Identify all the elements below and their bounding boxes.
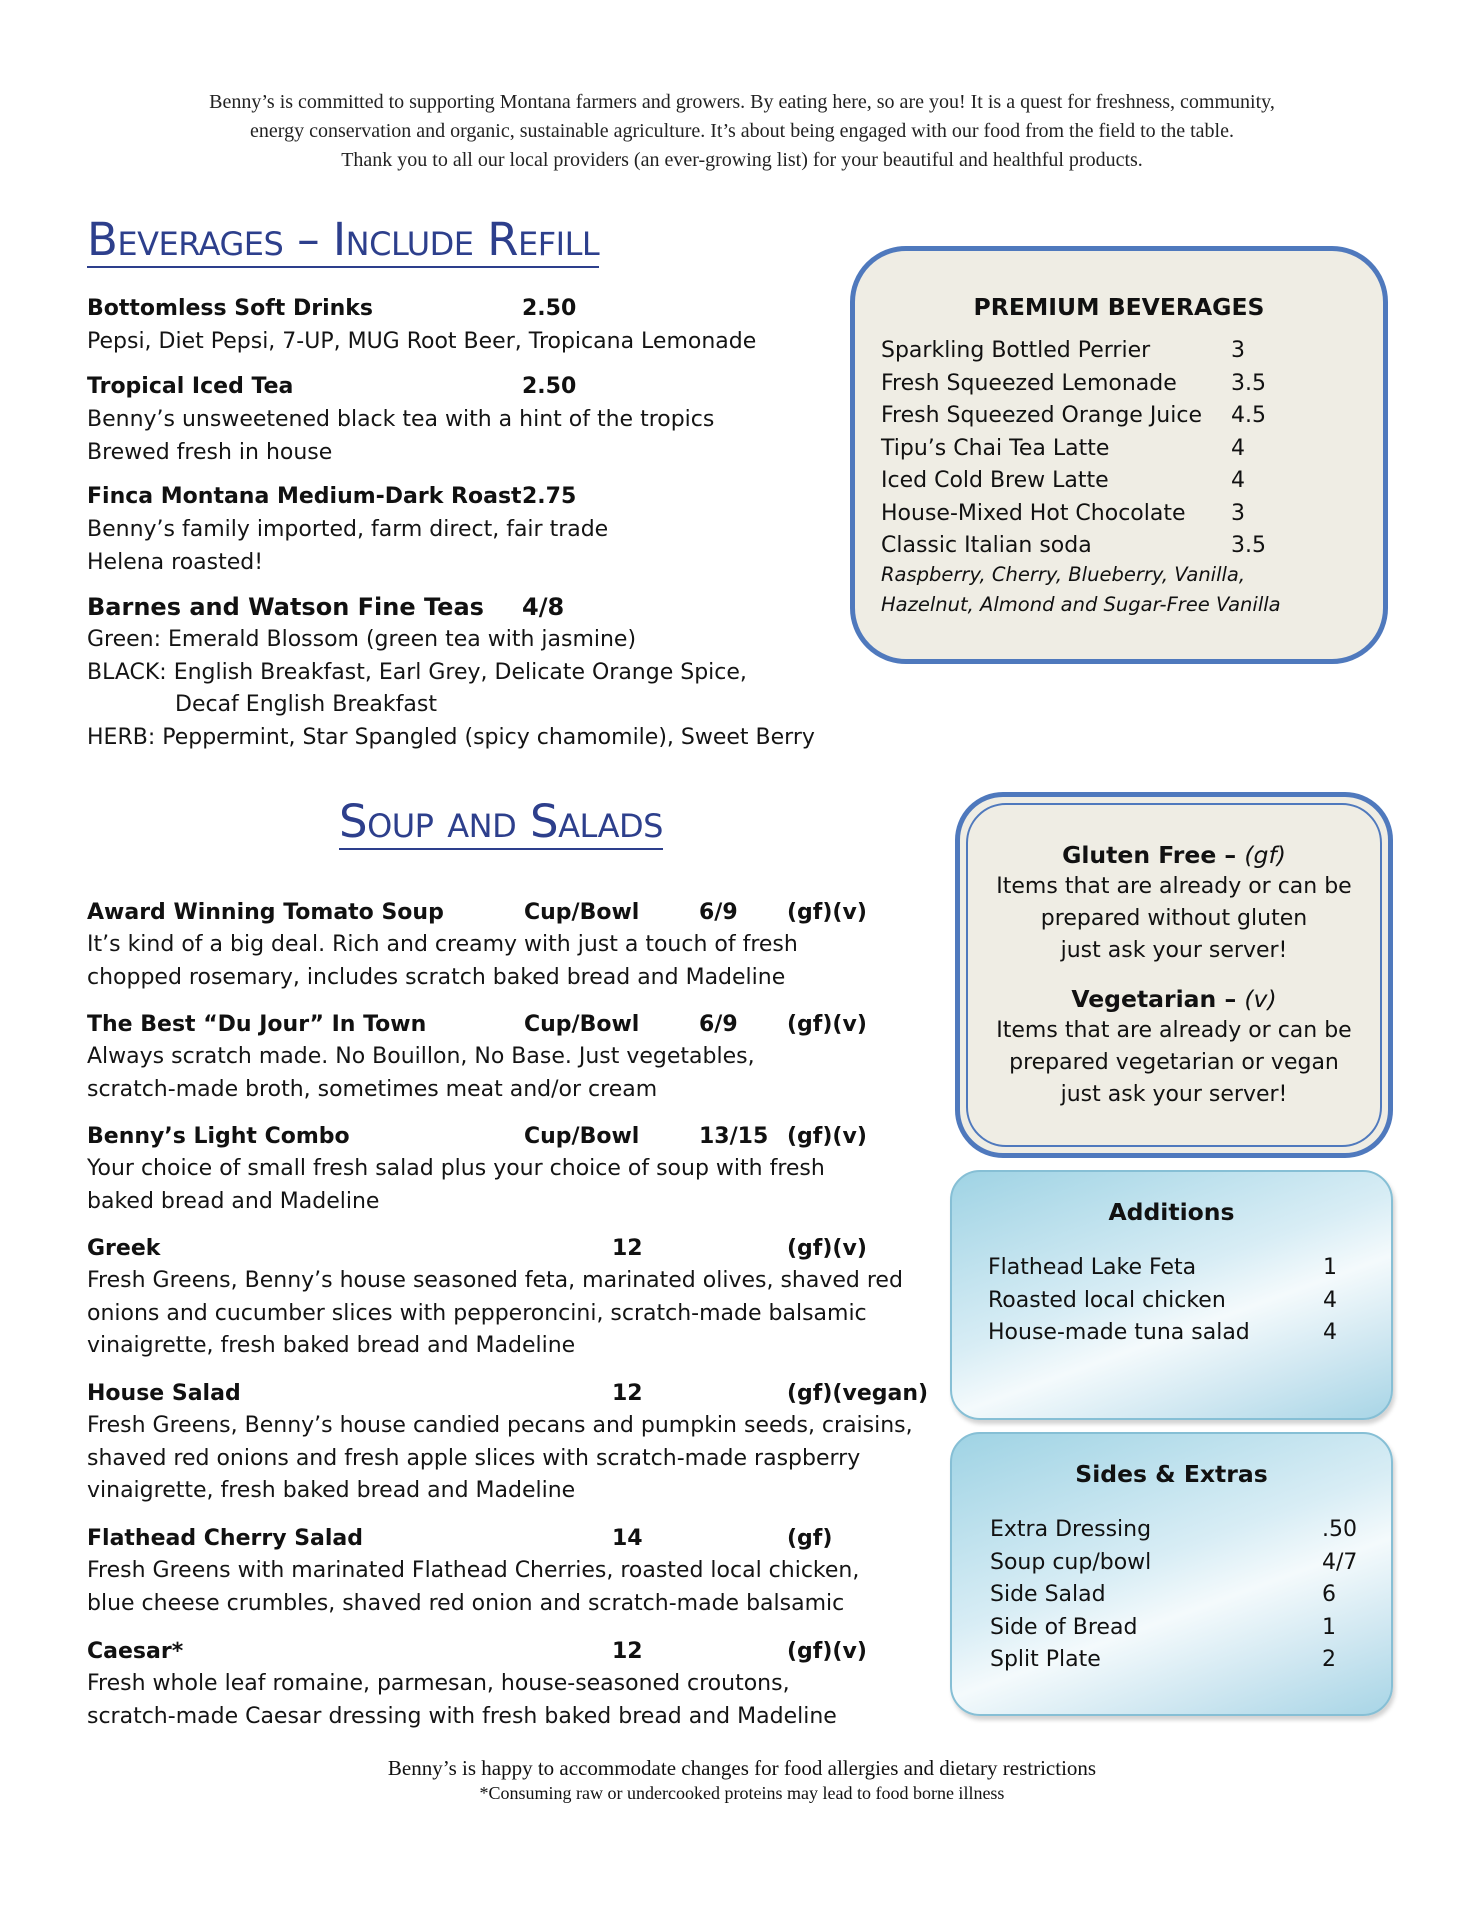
item-name: Bottomless Soft Drinks xyxy=(87,296,374,321)
premium-item-name: Fresh Squeezed Orange Juice xyxy=(881,403,1202,428)
item-description xyxy=(87,514,608,579)
premium-item-price: 4 xyxy=(1231,468,1245,493)
item-name: Benny’s Light Combo xyxy=(87,1124,350,1149)
premium-item-name: Fresh Squeezed Lemonade xyxy=(881,370,1177,396)
addition-price: 4 xyxy=(1323,1287,1337,1313)
item-description xyxy=(87,326,756,359)
desc-line: Pepsi, Diet Pepsi, 7-UP, MUG Root Beer, Tropicana Lemonade xyxy=(87,329,757,354)
item-price: 12 xyxy=(612,1381,643,1406)
desc-line: blue cheese crumbles, shaved red onion and scratch-made balsamic xyxy=(87,1590,845,1616)
item-description xyxy=(87,1153,825,1218)
premium-item-price: 3.5 xyxy=(1231,533,1266,558)
desc-line: HERB: Peppermint, Star Spangled (spicy chamomile), Sweet Berry xyxy=(87,724,815,750)
desc-line: scratch-made Caesar dressing with fresh baked bread and Madeline xyxy=(87,1703,837,1729)
premium-item-price: 3.5 xyxy=(1231,370,1266,396)
desc-line: Your choice of small fresh salad plus your choice of soup with fresh xyxy=(87,1156,825,1181)
side-price: 6 xyxy=(1322,1582,1336,1607)
desc-line: vinaigrette, fresh baked bread and Madeline xyxy=(87,1333,576,1358)
premium-item-price: 4.5 xyxy=(1231,403,1266,428)
premium-note-line: Hazelnut, Almond and Sugar-Free Vanilla xyxy=(881,593,1281,616)
premium-beverages-box xyxy=(850,246,1388,664)
desc-line: BLACK: English Breakfast, Earl Grey, Delicate Orange Spice, xyxy=(87,659,747,685)
desc-line: scratch-made broth, sometimes meat and/or cream xyxy=(87,1076,658,1102)
v-heading xyxy=(960,983,1388,1015)
desc-line: onions and cucumber slices with pepperoncini, scratch-made balsamic xyxy=(87,1300,867,1326)
desc-line: Fresh Greens with marinated Flathead Cherries, roasted local chicken, xyxy=(87,1558,860,1583)
desc-line: Fresh Greens, Benny’s house candied pecans and pumpkin seeds, craisins, xyxy=(87,1413,913,1438)
dietary-legend-box xyxy=(955,792,1393,1158)
intro-line: Thank you to all our local providers (an ever-growing list) for your beautiful and healthful products. xyxy=(341,149,1143,171)
premium-item-price: 3 xyxy=(1231,500,1245,526)
item-price: 4/8 xyxy=(522,593,565,621)
item-name: Caesar* xyxy=(87,1639,184,1664)
addition-name: Roasted local chicken xyxy=(988,1287,1226,1313)
item-tags: (gf)(v) xyxy=(787,1012,867,1037)
item-description xyxy=(87,1555,859,1620)
item-description xyxy=(87,624,815,754)
item-price: 6/9 xyxy=(699,900,738,925)
allergy-note: Benny’s is happy to accommodate changes for food allergies and dietary restrictions xyxy=(387,1756,1097,1780)
item-name: Tropical Iced Tea xyxy=(87,374,294,399)
desc-line: Brewed fresh in house xyxy=(87,439,333,465)
item-description xyxy=(87,1265,903,1363)
desc-line: baked bread and Madeline xyxy=(87,1188,380,1214)
item-tags: (gf)(v) xyxy=(787,1236,867,1261)
side-price: 2 xyxy=(1322,1647,1336,1672)
item-tags: (gf)(v) xyxy=(787,1124,867,1149)
v-line: Items that are already or can be xyxy=(996,1018,1352,1043)
side-price: 4/7 xyxy=(1322,1549,1358,1575)
item-price: 2.50 xyxy=(522,374,577,399)
item-name: Award Winning Tomato Soup xyxy=(87,900,444,925)
gf-line: Items that are already or can be xyxy=(996,874,1352,899)
side-name: Extra Dressing xyxy=(990,1517,1152,1542)
side-price: 1 xyxy=(1322,1614,1336,1640)
item-name: House Salad xyxy=(87,1381,241,1406)
side-name: Side of Bread xyxy=(990,1614,1138,1640)
gf-line: just ask your server! xyxy=(1060,938,1288,963)
item-name: Finca Montana Medium-Dark Roast xyxy=(87,484,522,509)
item-name: The Best “Du Jour” In Town xyxy=(87,1012,427,1037)
sides-title: Sides & Extras xyxy=(1075,1460,1268,1488)
v-title: Vegetarian – xyxy=(1071,985,1245,1013)
item-size: Cup/Bowl xyxy=(524,900,640,925)
item-description xyxy=(87,929,798,994)
item-price: 6/9 xyxy=(699,1012,738,1037)
side-name: Split Plate xyxy=(990,1647,1101,1672)
intro-line: Benny’s is committed to supporting Montana farmers and growers. By eating here, so are you! It is a quest for freshness, community, xyxy=(209,91,1275,113)
addition-name: House-made tuna salad xyxy=(988,1320,1250,1345)
premium-title: PREMIUM BEVERAGES xyxy=(973,293,1265,321)
side-name: Soup cup/bowl xyxy=(990,1549,1152,1575)
sides-box xyxy=(950,1432,1393,1716)
desc-line: chopped rosemary, includes scratch baked bread and Madeline xyxy=(87,964,786,990)
v-line: just ask your server! xyxy=(1060,1082,1288,1107)
desc-line: vinaigrette, fresh baked bread and Madeline xyxy=(87,1478,576,1503)
item-tags: (gf)(v) xyxy=(787,900,867,925)
raw-food-warning: *Consuming raw or undercooked proteins may lead to food borne illness xyxy=(479,1783,1005,1803)
item-name: Greek xyxy=(87,1236,161,1261)
item-description xyxy=(87,1410,913,1508)
gf-heading xyxy=(960,839,1388,871)
additions-title: Additions xyxy=(1108,1198,1235,1226)
item-size: Cup/Bowl xyxy=(524,1124,640,1149)
item-price: 2.50 xyxy=(522,296,577,321)
premium-item-name: Classic Italian soda xyxy=(881,533,1092,558)
gf-tag: (gf) xyxy=(1244,841,1286,869)
item-description xyxy=(87,404,714,469)
premium-note-line: Raspberry, Cherry, Blueberry, Vanilla, xyxy=(881,563,1246,586)
item-size: Cup/Bowl xyxy=(524,1012,640,1037)
beverages-title: Beverages – Include Refill xyxy=(87,213,600,266)
item-tags: (gf)(v) xyxy=(787,1639,867,1664)
premium-item-name: Tipu’s Chai Tea Latte xyxy=(881,435,1110,461)
premium-item-price: 3 xyxy=(1231,338,1245,363)
item-tags: (gf) xyxy=(787,1526,833,1551)
item-price: 13/15 xyxy=(699,1124,769,1149)
addition-name: Flathead Lake Feta xyxy=(988,1255,1197,1280)
item-price: 12 xyxy=(612,1236,643,1261)
v-line: prepared vegetarian or vegan xyxy=(1009,1050,1339,1075)
item-description xyxy=(87,1668,837,1733)
premium-item-name: Iced Cold Brew Latte xyxy=(881,468,1109,493)
desc-line: Fresh Greens, Benny’s house seasoned feta, marinated olives, shaved red xyxy=(87,1268,903,1293)
item-price: 14 xyxy=(612,1526,643,1551)
gf-title: Gluten Free – xyxy=(1062,841,1245,869)
item-name: Flathead Cherry Salad xyxy=(87,1526,364,1551)
premium-item-name: House-Mixed Hot Chocolate xyxy=(881,500,1186,526)
premium-item-name: Sparkling Bottled Perrier xyxy=(881,338,1151,363)
item-name: Barnes and Watson Fine Teas xyxy=(87,593,484,621)
additions-box xyxy=(950,1170,1393,1420)
side-price: .50 xyxy=(1322,1517,1357,1542)
addition-price: 4 xyxy=(1323,1320,1337,1345)
desc-line: Decaf English Breakfast xyxy=(175,692,437,717)
desc-line: It’s kind of a big deal. Rich and creamy with just a touch of fresh xyxy=(87,932,798,957)
soups-title: Soup and Salads xyxy=(339,795,663,848)
desc-line: shaved red onions and fresh apple slices with scratch-made raspberry xyxy=(87,1445,861,1471)
desc-line: Green: Emerald Blossom (green tea with jasmine) xyxy=(87,627,637,652)
gf-line: prepared without gluten xyxy=(1040,906,1308,931)
item-price: 2.75 xyxy=(522,484,577,509)
item-description xyxy=(87,1041,755,1106)
item-price: 12 xyxy=(612,1639,643,1664)
premium-item-price: 4 xyxy=(1231,435,1245,461)
desc-line: Benny’s unsweetened black tea with a hint of the tropics xyxy=(87,407,715,432)
addition-price: 1 xyxy=(1323,1255,1337,1280)
intro-line: energy conservation and organic, sustainable agriculture. It’s about being engaged with our food from the field to the table. xyxy=(250,120,1234,142)
desc-line: Fresh whole leaf romaine, parmesan, house-seasoned croutons, xyxy=(87,1671,790,1696)
desc-line: Benny’s family imported, farm direct, fair trade xyxy=(87,517,609,542)
side-name: Side Salad xyxy=(990,1582,1106,1607)
v-tag: (v) xyxy=(1244,985,1277,1013)
desc-line: Helena roasted! xyxy=(87,549,264,575)
intro-text xyxy=(60,88,1424,175)
desc-line: Always scratch made. No Bouillon, No Base. Just vegetables, xyxy=(87,1044,755,1069)
item-tags: (gf)(vegan) xyxy=(787,1381,929,1406)
